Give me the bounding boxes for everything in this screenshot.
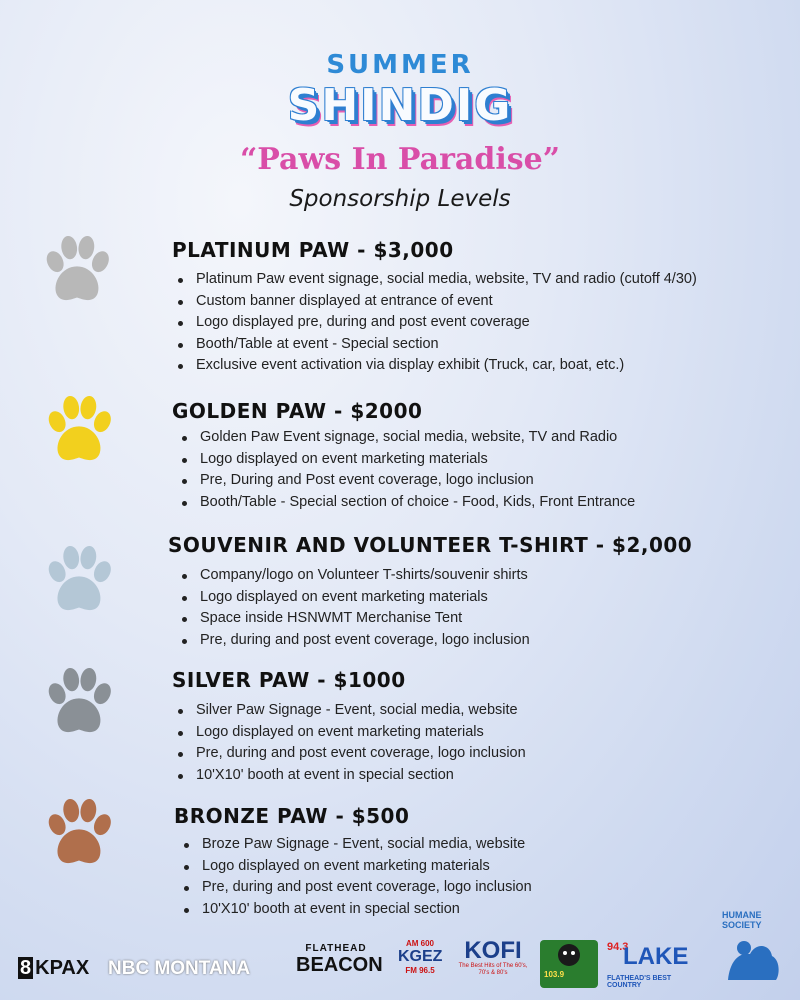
kofi-tagline: The Best Hits of The 60's, 70's & 80's (458, 963, 528, 976)
bullet-item: Logo displayed pre, during and post event coverage (174, 312, 697, 334)
bullet-item: Pre, during and post event coverage, logo inclusion (180, 877, 532, 899)
kgez-main: KGEZ (398, 948, 443, 965)
bronze-paw-icon (40, 795, 118, 873)
bullet-item: Custom banner displayed at entrance of event (174, 291, 697, 313)
souvenir-paw-icon (40, 542, 118, 620)
section-title: SILVER PAW - $1000 (172, 668, 406, 692)
kofi-logo (456, 939, 530, 987)
humane-text-2: SOCIETY (722, 920, 762, 930)
bullet-item: Booth/Table at event - Special section (174, 334, 697, 356)
bullet-item: Logo displayed on event marketing materials (178, 449, 635, 471)
humane-society-icon (722, 930, 782, 982)
kpax-number: 8 (20, 957, 32, 979)
bullet-item: Platinum Paw event signage, social media, website, TV and radio (cutoff 4/30) (174, 269, 697, 291)
section-bullets (174, 269, 697, 377)
kgez-am: AM 600 (405, 939, 434, 948)
bullet-item: 10'X10' booth at event in special section (180, 899, 532, 921)
bullet-item: Pre, During and Post event coverage, logo inclusion (178, 470, 635, 492)
kgez-logo (398, 939, 442, 985)
radio-station-logo (540, 940, 598, 988)
bullet-item: Pre, during and post event coverage, logo inclusion (174, 743, 526, 765)
silver-paw-icon (40, 664, 118, 742)
bullet-item: Space inside HSNWMT Merchanise Tent (178, 608, 530, 630)
event-subtitle: “Paws In Paradise” (240, 142, 560, 177)
paw-print-shape (45, 798, 114, 863)
humane-society-logo (722, 910, 792, 990)
sponsorship-levels-heading: Sponsorship Levels (289, 186, 511, 212)
bullet-item: Logo displayed on event marketing materials (180, 856, 532, 878)
golden-paw-icon (40, 392, 118, 470)
section-title: PLATINUM PAW - $3,000 (172, 238, 454, 262)
flathead-beacon-logo (296, 943, 383, 981)
station-frequency: 103.9 (544, 970, 565, 979)
beacon-main: BEACON (296, 954, 383, 976)
kofi-main: KOFI (464, 937, 522, 964)
beacon-top: FLATHEAD (305, 943, 367, 954)
section-title: BRONZE PAW - $500 (174, 804, 410, 828)
section-bullets (174, 700, 526, 786)
nbc-montana-logo: NBC MONTANA (108, 958, 251, 979)
sponsor-logos (0, 910, 800, 1000)
platinum-paw-icon (38, 232, 116, 310)
bullet-item: 10'X10' booth at event in special section (174, 765, 526, 787)
bullet-item: Golden Paw Event signage, social media, website, TV and Radio (178, 427, 635, 449)
bullet-item: Logo displayed on event marketing materials (178, 587, 530, 609)
bullet-item: Logo displayed on event marketing materials (174, 722, 526, 744)
bullet-item: Pre, during and post event coverage, logo inclusion (178, 630, 530, 652)
section-bullets (180, 834, 532, 920)
paw-print-shape (45, 545, 114, 610)
bullet-item: Company/logo on Volunteer T-shirts/souvenir shirts (178, 565, 530, 587)
humane-text-1: HUMANE (722, 910, 762, 920)
mascot-icon (540, 940, 598, 970)
lake-tagline: FLATHEAD'S BEST COUNTRY (607, 975, 672, 989)
paw-print-shape (45, 395, 114, 460)
kpax-logo (18, 957, 89, 980)
section-bullets (178, 427, 635, 513)
paw-print-shape (45, 667, 114, 732)
section-title: SOUVENIR AND VOLUNTEER T-SHIRT - $2,000 (168, 533, 693, 557)
the-lake-logo (607, 941, 703, 987)
event-title-shindig: SHINDIG (287, 80, 513, 131)
section-bullets (178, 565, 530, 651)
paw-print-shape (43, 235, 112, 300)
lake-frequency: 94.3 (607, 941, 629, 953)
event-title-summer: SUMMER (326, 50, 474, 80)
bullet-item: Broze Paw Signage - Event, social media, website (180, 834, 532, 856)
kgez-fm: FM 96.5 (405, 966, 435, 975)
bullet-item: Silver Paw Signage - Event, social media, website (174, 700, 526, 722)
kpax-text: KPAX (35, 957, 90, 979)
bullet-item: Booth/Table - Special section of choice - Food, Kids, Front Entrance (178, 492, 635, 514)
section-title: GOLDEN PAW - $2000 (172, 399, 423, 423)
bullet-item: Exclusive event activation via display exhibit (Truck, car, boat, etc.) (174, 355, 697, 377)
lake-main: LAKE (623, 943, 689, 970)
